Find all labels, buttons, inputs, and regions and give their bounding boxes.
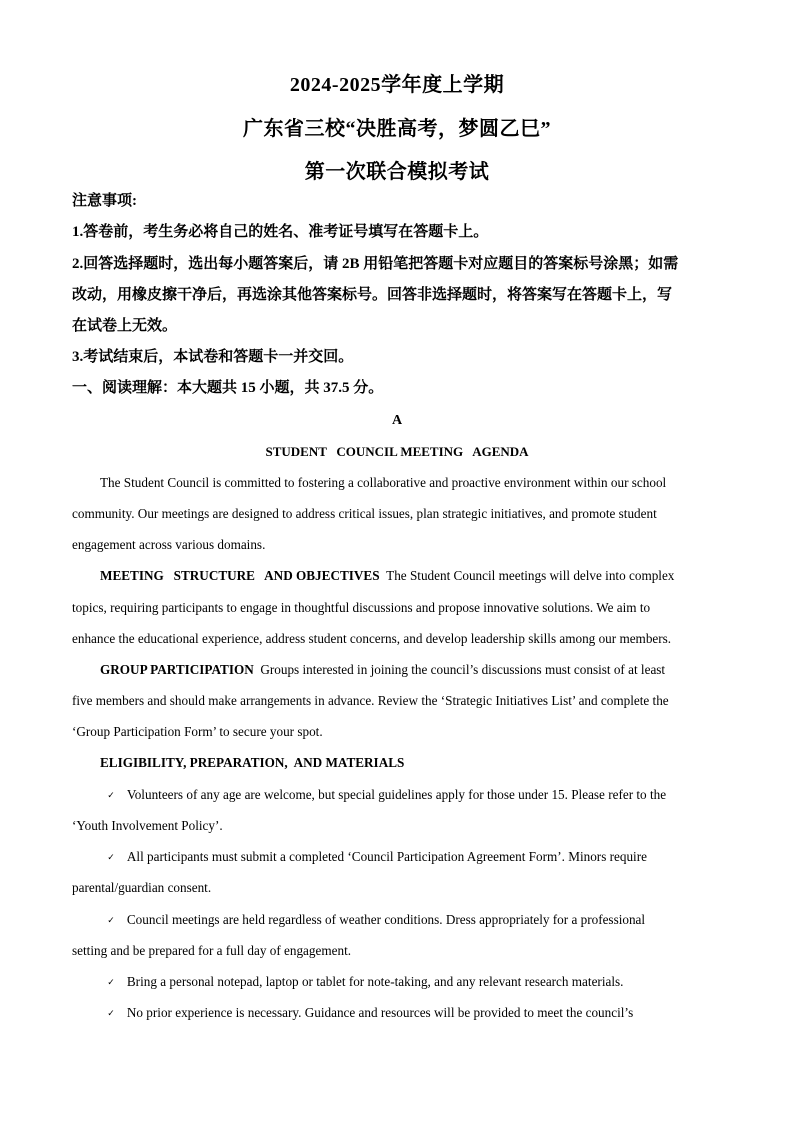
check-icon: ✓ bbox=[107, 790, 115, 801]
bullet-2-line-1: ✓ All participants must submit a completed ‘Council Participation Agreement Form’. Minors require bbox=[72, 841, 755, 873]
structure-heading: MEETING STRUCTURE AND OBJECTIVES bbox=[100, 568, 380, 583]
bullet-1-line-1: ✓ Volunteers of any age are welcome, but special guidelines apply for those under 15. Please refer to the bbox=[72, 779, 755, 811]
bullet-1-line-2: ‘Youth Involvement Policy’. bbox=[72, 818, 223, 833]
notice-item-2-line-1: 2.回答选择题时，选出每小题答案后，请 2B 用铅笔把答题卡对应题目的答案标号涂黑；如需 bbox=[72, 256, 679, 272]
intro-line-2: community. Our meetings are designed to address critical issues, plan strategic initiatives, and promote student bbox=[72, 506, 657, 521]
bullet-3-line-1: ✓ Council meetings are held regardless of weather conditions. Dress appropriately for a professional bbox=[72, 904, 755, 936]
group-heading: GROUP PARTICIPATION bbox=[100, 662, 254, 677]
eligibility-heading: ELIGIBILITY, PREPARATION, AND MATERIALS bbox=[100, 755, 405, 770]
group-line-2: five members and should make arrangements in advance. Review the ‘Strategic Initiatives List’ and complete the bbox=[72, 693, 669, 708]
check-icon: ✓ bbox=[107, 852, 115, 863]
structure-line-1 bbox=[72, 560, 750, 591]
structure-line-3: enhance the educational experience, address student concerns, and develop leadership skills among our members. bbox=[72, 631, 672, 646]
notice-heading: 注意事项: bbox=[72, 193, 137, 209]
notice-item-3: 3.考试结束后，本试卷和答题卡一并交回。 bbox=[72, 349, 354, 365]
group-line-3: ‘Group Participation Form’ to secure your spot. bbox=[72, 724, 323, 739]
bullet-5-line-1: ✓ No prior experience is necessary. Guidance and resources will be provided to meet the council’s bbox=[72, 997, 755, 1029]
intro-line-1: The Student Council is committed to fostering a collaborative and proactive environment within our school bbox=[100, 475, 667, 490]
group-line-1 bbox=[72, 654, 750, 685]
structure-line-2: topics, requiring participants to engage in thoughtful discussions and propose innovative solutions. We aim to bbox=[72, 600, 651, 615]
bullet-3-line-2: setting and be prepared for a full day of engagement. bbox=[72, 943, 352, 958]
notice-item-2-line-3: 在试卷上无效。 bbox=[72, 318, 178, 334]
exam-school-title: 广东省三校“决胜高考，梦圆乙巳” bbox=[243, 118, 551, 140]
section-heading: 一、阅读理解：本大题共 15 小题，共 37.5 分。 bbox=[72, 380, 384, 396]
notice-item-2-line-2: 改动，用橡皮擦干净后，再选涂其他答案标号。回答非选择题时，将答案写在答题卡上，写 bbox=[72, 287, 673, 303]
intro-line-3: engagement across various domains. bbox=[72, 537, 266, 552]
check-icon: ✓ bbox=[107, 1008, 115, 1019]
group-text: Groups interested in joining the council’s discussions must consist of at least bbox=[260, 662, 666, 677]
passage-label: A bbox=[391, 413, 403, 428]
bullet-4-line-1: ✓ Bring a personal notepad, laptop or tablet for note-taking, and any relevant research materials. bbox=[72, 966, 755, 998]
check-icon: ✓ bbox=[107, 977, 115, 988]
structure-text: The Student Council meetings will delve into complex bbox=[386, 568, 675, 583]
exam-year-title: 2024-2025学年度上学期 bbox=[289, 74, 505, 96]
check-icon: ✓ bbox=[107, 915, 115, 926]
bullet-2-line-2: parental/guardian consent. bbox=[72, 880, 212, 895]
passage-title: STUDENT COUNCIL MEETING AGENDA bbox=[265, 444, 529, 459]
exam-name-title: 第一次联合模拟考试 bbox=[304, 161, 490, 183]
notice-item-1: 1.答卷前，考生务必将自己的姓名、准考证号填写在答题卡上。 bbox=[72, 224, 489, 240]
